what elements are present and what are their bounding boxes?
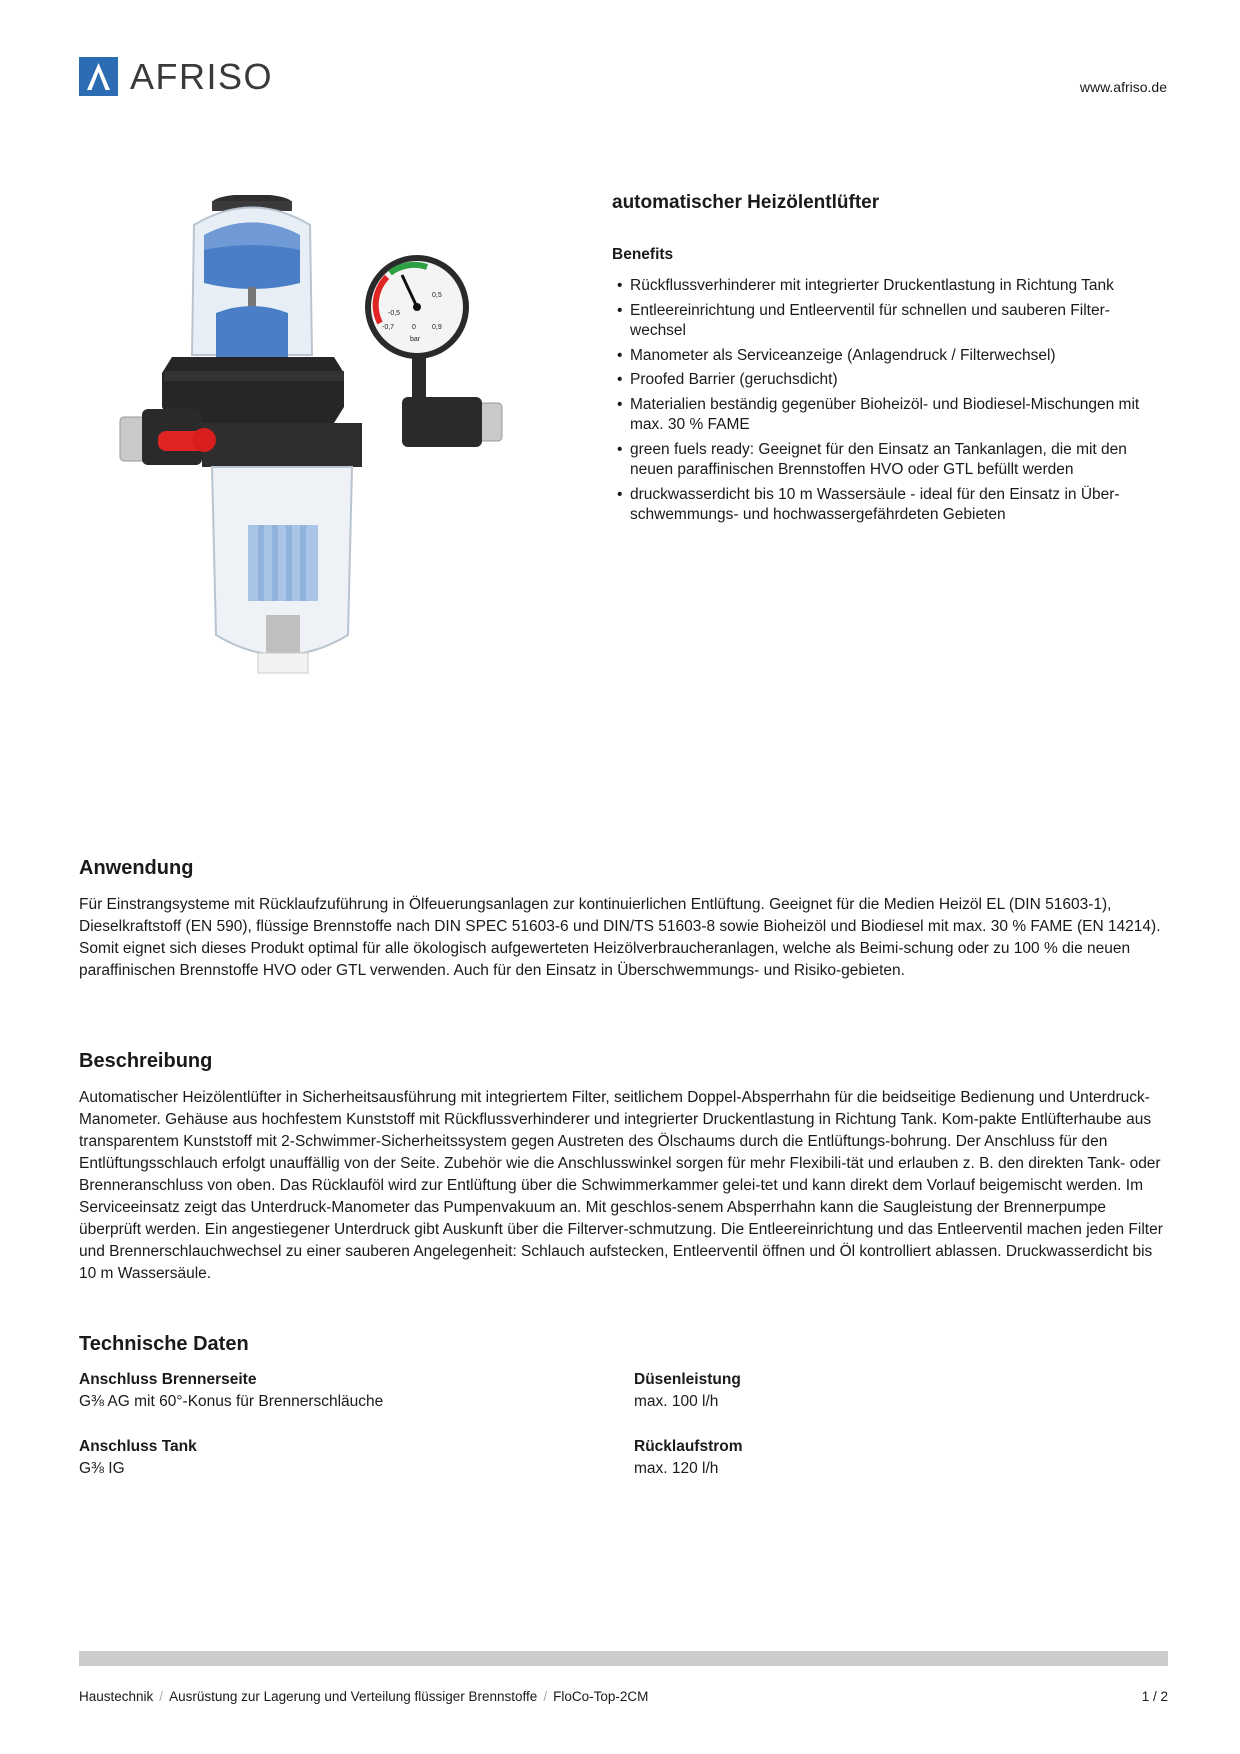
page-number: 1 / 2 [1141,1689,1168,1704]
benefits-list [612,276,1172,530]
breadcrumb-item[interactable]: Ausrüstung zur Lagerung und Verteilung flüssiger Brennstoffe [169,1689,538,1704]
gauge-label: 0 [412,324,416,331]
spec-value: G⅜ AG mit 60°-Konus für Brennerschläuche [79,1393,384,1410]
benefit-item-line: wechsel [630,322,686,339]
breadcrumb-separator: / [543,1689,548,1704]
gauge-label: -0,5 [388,310,401,317]
benefit-item-line: druckwasserdicht bis 10 m Wassersäule - ideal für den Einsatz in Über- [630,485,1120,503]
spec-label: Düsenleistung [634,1371,741,1388]
anwendung-heading: Anwendung [79,857,194,879]
website-url[interactable]: www.afriso.de [1079,79,1167,95]
benefit-item: • green fuels ready: Geeignet für den Einsatz an Tankanlagen, die mit den neuen paraffinischen Brennstoffen HVO oder GTL befüllt werden [612,440,1172,481]
benefit-item-line: Entleereinrichtung und Entleerventil für schnellen und sauberen Filter- [630,301,1110,319]
spec-value: max. 120 l/h [634,1460,719,1477]
gauge-label: 0,9 [432,324,442,331]
benefit-item [612,485,1172,526]
product-title: automatischer Heizölentlüfter [612,192,880,213]
breadcrumb-item[interactable]: FloCo-Top-2CM [553,1689,649,1704]
anwendung-text: Für Einstrangsysteme mit Rücklaufzuführung in Ölfeuerungsanlagen zur kontinuierlichen Entlüftung. Geeignet für die Medien Heizöl EL (DIN 51603-1), Dieselkraftstoff (EN 590), flüssige Brennstoffe nach DIN SPEC 51603-6 und DIN/TS 51603-8 sowie Bioheizöl und Biodiesel mit max. 30 % FAME (EN 14214). Somit eignet sich dieses Produkt optimal für alle ökologisch aufgewerteten Heizölverbraucheranlagen, welche als Beimi-schung oder zu 100 % die neuen paraffinischen Brennstoffe HVO oder GTL verwenden. Auch für den Einsatz in Überschwemmungs- und Risiko-gebieten. [79,896,1161,979]
benefit-item: • Proofed Barrier (geruchsdicht) [612,370,1172,391]
footer-bar [79,1651,1168,1666]
spec-value: G⅜ IG [79,1460,125,1477]
benefit-item: • Rückflussverhinderer mit integrierter Druckentlastung in Richtung Tank [612,276,1172,297]
beschreibung-text: Automatischer Heizölentlüfter in Sicherheitsausführung mit integriertem Filter, seitlichem Doppel-Absperrhahn für die beidseitige Bedienung und Unterdruck-Manometer. Gehäuse aus hochfestem Kunststoff mit Rückflussverhinderer und integrierter Druckentlastung in Richtung Tank. Kom-pakte Entlüfterhaube aus transparentem Kunststoff mit 2-Schwimmer-Sicherheitssystem gegen Austreten des Ölschaums durch die Entlüftungs-bohrung. Der Anschluss für den Entlüftungsschlauch erfolgt unauffällig von der Seite. Zubehör wie die Anschlusswinkel sorgen für mehr Flexibili-tät und erlauben z. B. den direkten Tank- oder Brenneranschluss von oben. Das Rücklauföl wird zur Entlüftung über die Schwimmerkammer gelei-tet und kann direkt dem Vorlauf beigemischt werden. Im Serviceeinsatz zeigt das Unterdruck-Manometer das Pumpenvakuum an. Mit geschlos-senem Absperrhahn kann die Saugleistung der Brennerpumpe überprüft werden. Ein angestiegener Unterdruck gibt Auskunft über die Filterver-schmutzung. Die Entleereinrichtung und das Entleerventil machen jeden Filter und Brennerschlauchwechsel zu einer sauberen Angelegenheit: Schlauch aufstecken, Entleerventil öffnen und Öl kontrolliert ablassen. Druckwasserdicht bis 10 m Wassersäule. [79,1089,1163,1282]
spec-label: Anschluss Tank [79,1438,197,1455]
afriso-logo [79,57,273,96]
gauge-label: 0,5 [432,292,442,299]
brand-name: AFRISO [130,55,274,97]
benefit-item-line: schwemmungs- und hochwassergefährdeten Gebieten [630,506,1006,523]
benefit-item: • Manometer als Serviceanzeige (Anlagendruck / Filterwechsel) [612,346,1172,367]
technische-daten-heading: Technische Daten [79,1333,249,1355]
afriso-triangle-logo-icon [79,57,118,96]
beschreibung-heading: Beschreibung [79,1050,213,1072]
gauge-label: bar [410,336,421,343]
spec-value: max. 100 l/h [634,1393,719,1410]
breadcrumb [79,1689,648,1704]
breadcrumb-item[interactable]: Haustechnik [79,1689,154,1704]
breadcrumb-separator: / [159,1689,164,1704]
gauge-label: -0,7 [382,324,395,331]
product-image [112,195,572,790]
spec-label: Anschluss Brennerseite [79,1371,257,1388]
benefit-item [612,301,1172,342]
benefit-item: • Materialien beständig gegenüber Bioheizöl- und Biodiesel-Mischungen mit max. 30 % FAME [612,395,1172,436]
benefits-heading: Benefits [612,246,674,263]
spec-label: Rücklaufstrom [634,1438,743,1455]
